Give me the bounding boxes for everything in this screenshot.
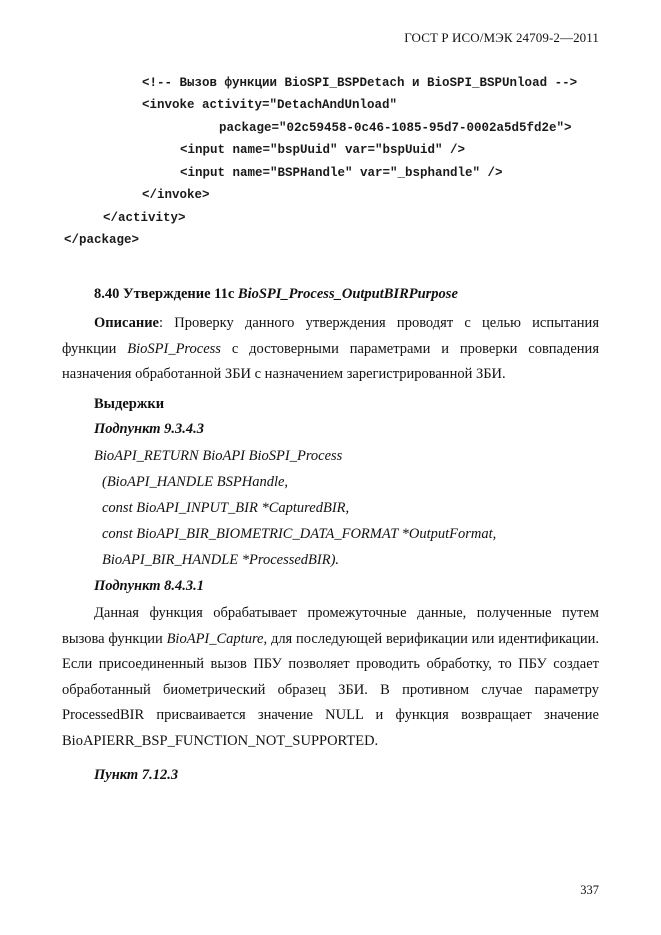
code-line: package="02c59458-0c46-1085-95d7-0002a5d5fd2e"> (219, 121, 572, 135)
body-text-cont: , для последующей верификации или идентификации. Если присоединенный вызов ПБУ позволяет проводить обработку, то ПБУ создает обработанный биометрический образец ЗБИ. В противном случае параметру ProcessedBIR присваивается значение NULL и функция возвращает значение BioAPIERR_BSP_FUNCTION_NOT_SUPPORTED. (62, 630, 599, 749)
signature-line: (BioAPI_HANDLE BSPHandle, (102, 474, 289, 490)
description-function: BioSPI_Process (127, 340, 221, 357)
description-label: Описание (94, 315, 159, 331)
subclause-heading: Подпункт 9.3.4.3 (94, 421, 205, 437)
body-function: BioAPI_Capture (166, 630, 264, 647)
code-line: <invoke activity="DetachAndUnload" (142, 98, 398, 112)
signature-line: const BioAPI_BIR_BIOMETRIC_DATA_FORMAT *OutputFormat, (102, 526, 497, 542)
signature-line: const BioAPI_INPUT_BIR *CapturedBIR, (102, 500, 350, 516)
section-title (94, 286, 458, 303)
subclause-heading: Подпункт 8.4.3.1 (94, 578, 205, 594)
excerpts-heading: Выдержки (94, 396, 165, 412)
clause-heading: Пункт 7.12.3 (94, 767, 179, 783)
section-number-title: 8.40 Утверждение 11с (94, 286, 238, 302)
page-number: 337 (580, 883, 599, 897)
page-header: ГОСТ Р ИСО/МЭК 24709-2—2011 (404, 30, 599, 45)
body-text: Данная функция обрабатывает промежуточные данные, полученные путем вызова функции (62, 605, 599, 647)
description-text: : Проверку данного утверждения проводят с целью испытания функции (62, 315, 599, 357)
code-line: <input name="bspUuid" var="bspUuid" /> (180, 143, 466, 157)
section-function-name: BioSPI_Process_OutputBIRPurpose (237, 286, 458, 302)
code-line: <!-- Вызов функции BioSPI_BSPDetach и BioSPI_BSPUnload --> (142, 76, 578, 90)
signature-line: BioAPI_BIR_HANDLE *ProcessedBIR). (102, 552, 340, 568)
description-text-cont: с достоверными параметрами и проверки совпадения назначения обработанной ЗБИ с назначением зарегистрированной ЗБИ. (62, 340, 599, 382)
code-line: <input name="BSPHandle" var="_bsphandle" /> (180, 166, 503, 180)
code-line: </package> (64, 233, 140, 247)
code-line: </activity> (103, 211, 186, 225)
signature-line: BioAPI_RETURN BioAPI BioSPI_Process (94, 448, 343, 464)
code-line: </invoke> (142, 188, 210, 202)
description-paragraph (62, 311, 599, 388)
body-paragraph (62, 601, 599, 754)
